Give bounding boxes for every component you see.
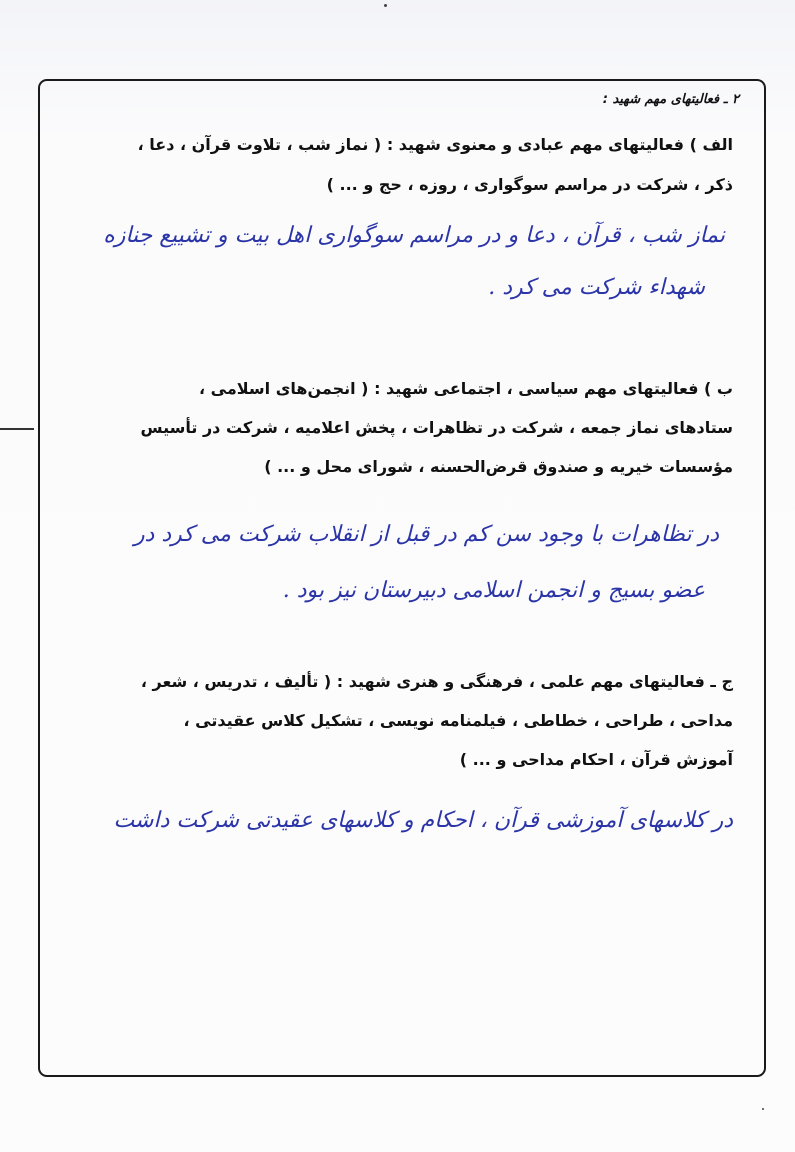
printed-line: ذکر ، شرکت در مراسم سوگواری ، روزه ، حج و ... )	[326, 175, 733, 194]
printed-line: مؤسسات خیریه و صندوق قرض‌الحسنه ، شورای محل و ... )	[264, 457, 733, 476]
scan-speck	[762, 1108, 764, 1110]
handwritten-answer: در کلاسهای آموزشی قرآن ، احکام و کلاسهای عقیدتی شرکت داشت	[113, 808, 733, 833]
scan-speck	[384, 4, 387, 7]
printed-line: ستادهای نماز جمعه ، شرکت در تظاهرات ، پخش اعلامیه ، شرکت در تأسیس	[140, 418, 733, 437]
margin-mark	[0, 428, 34, 430]
handwritten-answer: عضو بسیج و انجمن اسلامی دبیرستان نیز بود .	[282, 578, 705, 603]
handwritten-answer: نماز شب ، قرآن ، دعا و در مراسم سوگواری اهل بیت و تشییع جنازه	[103, 223, 725, 248]
printed-line: آموزش قرآن ، احکام مداحی و ... )	[459, 750, 733, 769]
printed-line: مداحی ، طراحی ، خطاطی ، فیلمنامه نویسی ، تشکیل کلاس عقیدتی ،	[183, 711, 733, 730]
printed-line: الف ) فعالیتهای مهم عبادی و معنوی شهید : ( نماز شب ، تلاوت قرآن ، دعا ،	[137, 135, 733, 154]
printed-line: ب ) فعالیتهای مهم سیاسی ، اجتماعی شهید : ( انجمن‌های اسلامی ،	[199, 379, 733, 398]
section-title: ۲ ـ فعالیتهای مهم شهید :	[602, 92, 739, 107]
handwritten-answer: شهداء شرکت می کرد .	[488, 275, 705, 300]
printed-line: ج ـ فعالیتهای مهم علمی ، فرهنگی و هنری شهید : ( تألیف ، تدریس ، شعر ،	[140, 672, 733, 691]
handwritten-answer: در تظاهرات با وجود سن کم در قبل از انقلاب شرکت می کرد در	[133, 522, 719, 547]
